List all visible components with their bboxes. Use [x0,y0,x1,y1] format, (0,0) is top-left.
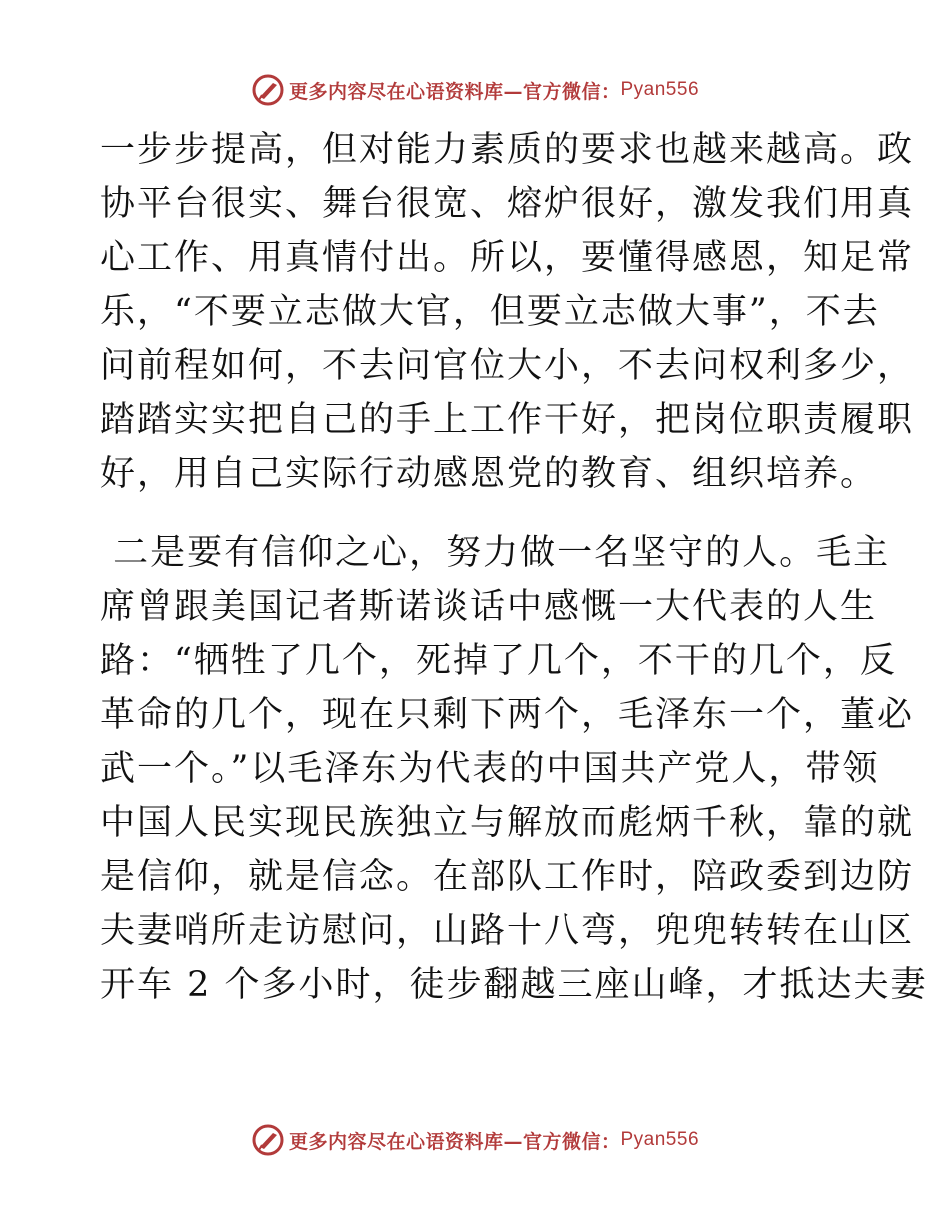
text-line: 心工作、用真情付出。所以，要懂得感恩，知足常 [100,238,915,278]
text-line: 武一个。”以毛泽东为代表的中国共产党人，带领 [100,749,880,789]
watermark-text: 更多内容尽在心语资料库—官方微信： [288,1130,621,1153]
text-line: 问前程如何，不去问官位大小，不去问权利多少， [100,346,915,386]
text-line: 协平台很实、舞台很宽、熔炉很好，激发我们用真 [100,184,915,224]
watermark-wechat-id: Pyan556 [620,1129,700,1150]
watermark-wechat-id: Pyan556 [620,79,700,100]
text-line: 一步步提高，但对能力素质的要求也越来越高。政 [100,130,915,170]
quill-logo-icon [251,1123,285,1157]
paragraph [100,124,915,500]
text-line: 夫妻哨所走访慰问，山路十八弯，兜兜转转在山区 [100,911,915,951]
text-line: 乐，“不要立志做大官，但要立志做大事”，不去 [100,292,880,332]
watermark-text: 更多内容尽在心语资料库—官方微信： [288,80,621,103]
text-line: 中国人民实现民族独立与解放而彪炳千秋，靠的就 [100,803,915,843]
text-line: 革命的几个，现在只剩下两个，毛泽东一个，董必 [100,695,915,735]
text-line: 路：“牺牲了几个，死掉了几个，不干的几个，反 [100,641,897,681]
text-line: 是信仰，就是信念。在部队工作时，陪政委到边防 [100,857,915,897]
text-line: 席曾跟美国记者斯诺谈话中感慨一大代表的人生 [100,587,878,627]
paragraph [100,527,928,1011]
text-line: 开车 2 个多小时，徒步翻越三座山峰，才抵达夫妻 [100,965,928,1005]
text-line: 踏踏实实把自己的手上工作干好，把岗位职责履职 [100,400,915,440]
footer-watermark [0,1120,950,1160]
document-body [100,124,928,1013]
header-watermark [0,70,950,110]
text-line: 二是要有信仰之心，努力做一名坚守的人。毛主 [100,533,891,573]
quill-logo-icon [251,73,285,107]
text-line: 好，用自己实际行动感恩党的教育、组织培养。 [100,454,878,494]
